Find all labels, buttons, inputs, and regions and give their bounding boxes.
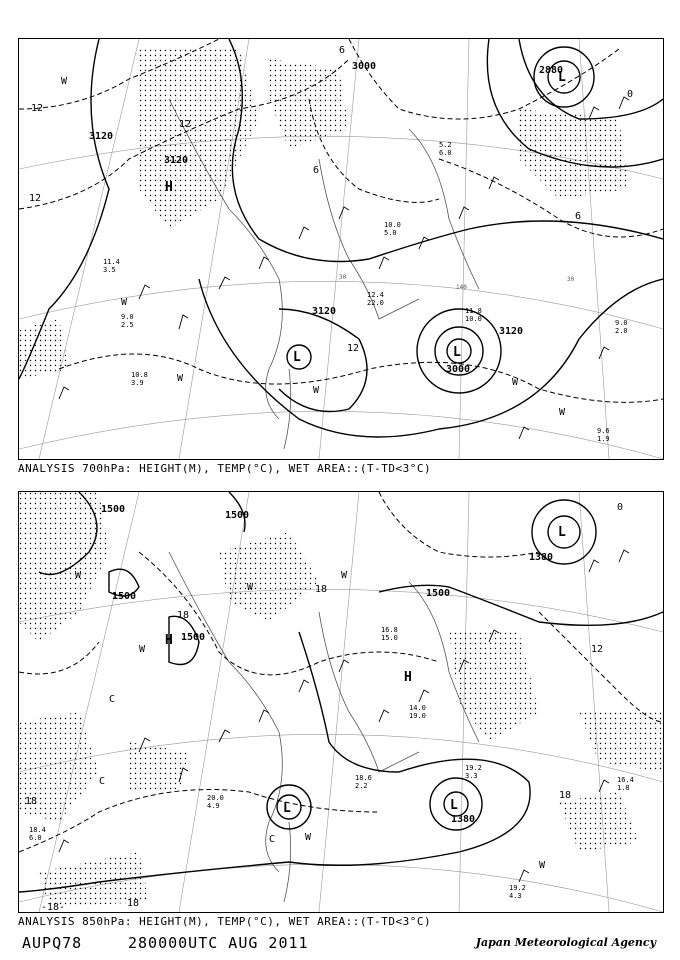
isotherm-label: -18- [41,902,66,912]
isotherm-label: 0 [617,502,624,513]
low-pressure-center: L [293,350,301,365]
station-value: 16.4 [617,776,634,784]
contour-label: 3000 [352,61,377,72]
isotherm-label: 6 [339,45,346,56]
panel-caption-700hpa: ANALYSIS 700hPa: HEIGHT(M), TEMP(°C), WET AREA::(T-TD<3°C) [18,462,432,475]
station-value: 22.0 [367,299,384,307]
station-value: 9.0 [121,313,134,321]
station-value: 1.8 [617,784,630,792]
station-value: 11.4 [103,258,120,266]
station-value: 2.0 [615,327,628,335]
station-value: 20.0 [207,794,224,802]
station-value: 19.2 [465,764,482,772]
low-pressure-center: L [453,345,461,360]
station-value: 19.0 [409,712,426,720]
panel-caption-850hpa: ANALYSIS 850hPa: HEIGHT(M), TEMP(°C), WET AREA::(T-TD<3°C) [18,915,432,928]
wind-marker: W [177,373,184,384]
station-value: 14.0 [409,704,426,712]
station-value: 2.2 [355,782,368,790]
station-value: 16.8 [381,626,398,634]
station-value: 3.5 [103,266,116,274]
isotherm-label: 6 [313,165,320,176]
graticule-label: 30 [567,276,575,283]
isotherm-label: 12 [347,343,360,354]
graticule-label: 140 [456,284,467,291]
wind-marker: W [139,644,146,655]
contour-label: 2880 [539,65,564,76]
station-value: 19.2 [509,884,526,892]
station-value: 18.6 [355,774,372,782]
station-value: 3.9 [131,379,144,387]
station-value: 12.4 [367,291,384,299]
station-value: 5.2 [439,141,452,149]
station-value: 1.9 [597,435,610,443]
low-pressure-center: L [450,798,458,813]
wet-areas [19,492,663,907]
station-value: 9.6 [597,427,610,435]
isotherm-label: 12 [31,103,44,114]
station-value: 10.8 [131,371,148,379]
wind-marker: W [61,76,68,87]
isotherm-label: 18 [127,898,140,909]
isotherm-label: 18 [25,796,38,807]
station-value: 4.3 [509,892,522,900]
wind-marker: W [313,385,320,396]
wet-areas [19,49,629,379]
map-700hpa-svg [19,39,663,459]
isotherm-label: 12 [29,193,42,204]
isotherm-label: 18 [559,790,572,801]
station-value: 6.0 [29,834,42,842]
wind-marker: W [559,407,566,418]
station-value: 11.8 [465,307,482,315]
station-value: 6.0 [439,149,452,157]
station-value: 3.3 [465,772,478,780]
wind-marker: W [247,582,254,593]
wind-barbs [59,550,629,882]
low-pressure-center: L [283,801,291,816]
isotherm-label: 12 [179,119,192,130]
station-value: 10.0 [465,315,482,323]
graticule-label: 30 [339,274,347,281]
wind-marker: W [539,860,546,871]
map-panel-700hpa [18,38,664,460]
contour-label: 1500 [181,632,206,643]
wind-marker: C [269,834,276,845]
contour-label: 3120 [89,131,114,142]
high-pressure-center: H [404,670,412,685]
contour-label: 1500 [112,591,137,602]
station-value: 5.0 [384,229,397,237]
high-pressure-center: H [165,633,173,648]
agency-name: Japan Meteorological Agency [475,936,656,949]
graticule [19,492,663,912]
wind-marker: C [99,776,106,787]
contour-label: 3120 [164,155,189,166]
map-850hpa-svg [19,492,663,912]
contour-label: 3000 [446,364,471,375]
high-pressure-center: H [165,180,173,195]
contour-label: 1500 [101,504,126,515]
wind-marker: W [341,570,348,581]
low-pressure-center: L [558,70,566,85]
station-value: 15.0 [381,634,398,642]
station-value: 9.0 [615,319,628,327]
wind-marker: W [305,832,312,843]
contour-label: 1500 [225,510,250,521]
isotherm-label: 0 [627,89,634,100]
wind-marker: W [121,297,128,308]
low-pressure-center: L [558,525,566,540]
map-panel-850hpa [18,491,664,913]
contour-label: 3120 [499,326,524,337]
contour-label: 1380 [451,814,476,825]
wind-marker: W [75,570,82,581]
valid-time: 280000UTC AUG 2011 [128,934,309,952]
wind-marker: W [512,377,519,388]
isotherm-label: 18 [177,610,190,621]
coastlines [169,552,479,902]
station-value: 10.0 [384,221,401,229]
wind-marker: C [109,694,116,705]
isotherm-label: 6 [575,211,582,222]
contour-label: 3120 [312,306,337,317]
station-value: 18.4 [29,826,46,834]
station-value: 2.5 [121,321,134,329]
station-value: 4.9 [207,802,220,810]
chart-code: AUPQ78 [22,934,83,952]
contour-label: 1500 [426,588,451,599]
isotherm-label: 18 [315,584,328,595]
contour-label: 1380 [529,552,554,563]
isotherm-label: 12 [591,644,604,655]
height-contours [19,492,663,892]
